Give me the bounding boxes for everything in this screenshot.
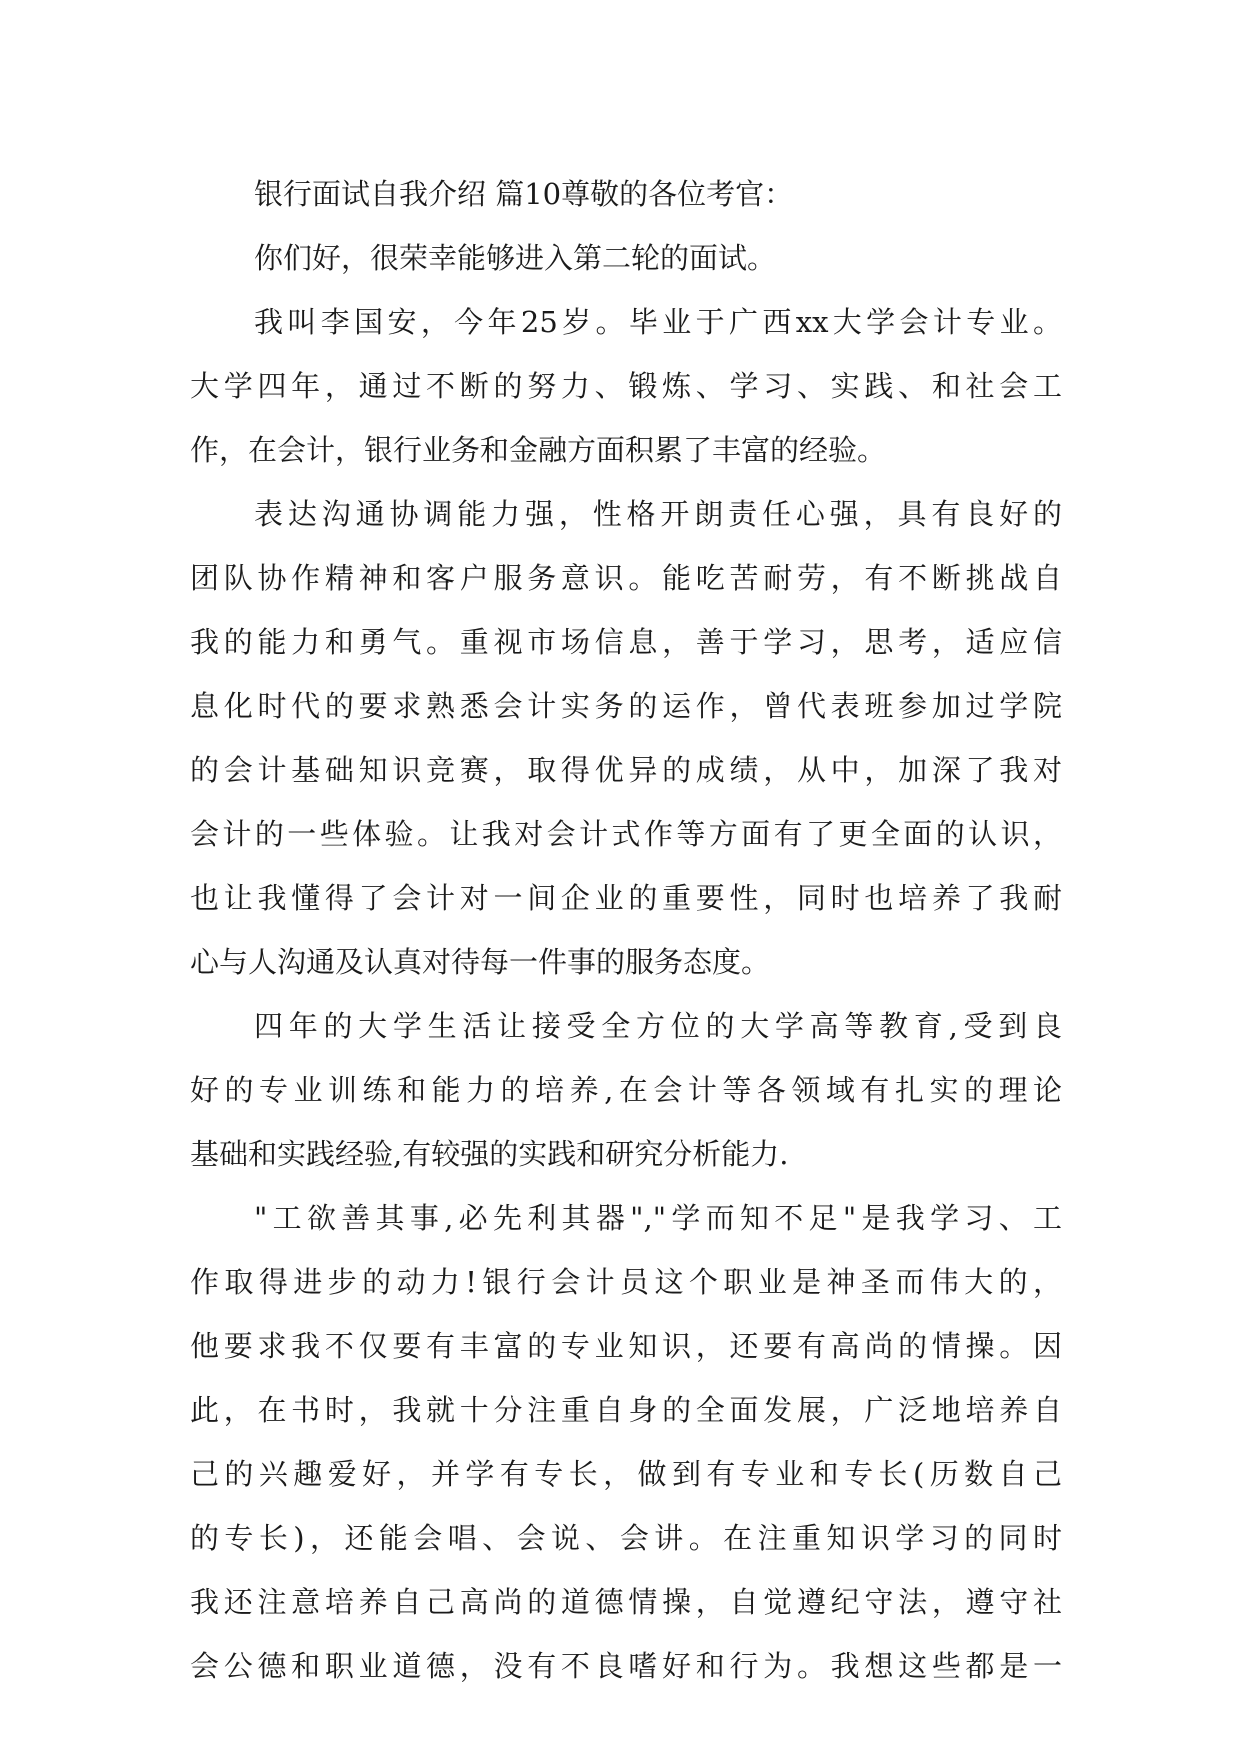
- document-line: 会计的一些体验。让我对会计式作等方面有了更全面的认识，: [190, 817, 1062, 851]
- document-line: 表达沟通协调能力强，性格开朗责任心强，具有良好的: [254, 497, 1062, 531]
- document-line: 己的兴趣爱好，并学有专长，做到有专业和专长(历数自己: [190, 1457, 1062, 1491]
- document-line: 我叫李国安，今年25岁。毕业于广西xx大学会计专业。: [254, 305, 1062, 339]
- document-line: 作，在会计，银行业务和金融方面积累了丰富的经验。: [190, 433, 887, 467]
- document-line: 四年的大学生活让接受全方位的大学高等教育,受到良: [254, 1009, 1062, 1043]
- document-line: 好的专业训练和能力的培养,在会计等各领域有扎实的理论: [190, 1073, 1062, 1107]
- document-line: 会公德和职业道德，没有不良嗜好和行为。我想这些都是一: [190, 1649, 1062, 1683]
- document-line: 息化时代的要求熟悉会计实务的运作，曾代表班参加过学院: [190, 689, 1062, 723]
- document-line: 他要求我不仅要有丰富的专业知识，还要有高尚的情操。因: [190, 1329, 1062, 1363]
- document-body: [190, 162, 1062, 1698]
- document-line: 大学四年，通过不断的努力、锻炼、学习、实践、和社会工: [190, 369, 1062, 403]
- document-line: 此，在书时，我就十分注重自身的全面发展，广泛地培养自: [190, 1393, 1062, 1427]
- document-line: 我还注意培养自己高尚的道德情操，自觉遵纪守法，遵守社: [190, 1585, 1062, 1619]
- document-line: 也让我懂得了会计对一间企业的重要性，同时也培养了我耐: [190, 881, 1062, 915]
- document-line: 的专长)，还能会唱、会说、会讲。在注重知识学习的同时: [190, 1521, 1062, 1555]
- document-line: 心与人沟通及认真对待每一件事的服务态度。: [190, 945, 771, 979]
- document-line: 基础和实践经验,有较强的实践和研究分析能力.: [190, 1137, 789, 1171]
- document-line: 团队协作精神和客户服务意识。能吃苦耐劳，有不断挑战自: [190, 561, 1062, 595]
- document-line: 我的能力和勇气。重视市场信息，善于学习，思考，适应信: [190, 625, 1062, 659]
- document-line: 的会计基础知识竞赛，取得优异的成绩，从中，加深了我对: [190, 753, 1062, 787]
- document-line: 银行面试自我介绍 篇10尊敬的各位考官：: [254, 177, 794, 211]
- document-line: 作取得进步的动力!银行会计员这个职业是神圣而伟大的，: [190, 1265, 1062, 1299]
- document-line: "工欲善其事,必先利其器","学而知不足"是我学习、工: [254, 1201, 1062, 1235]
- document-line: 你们好，很荣幸能够进入第二轮的面试。: [254, 241, 777, 275]
